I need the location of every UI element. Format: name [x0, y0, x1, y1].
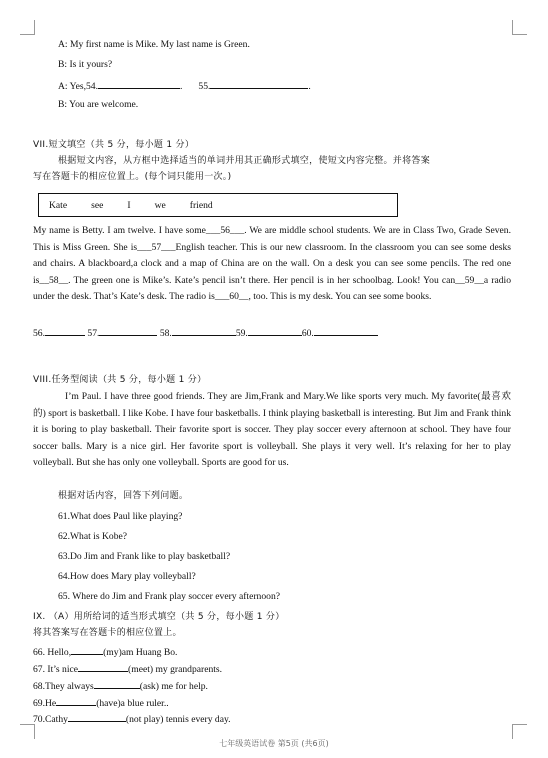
dialogue-a2-mid: . — [180, 81, 183, 92]
blank-57[interactable] — [99, 326, 157, 336]
item-70-post: (not play) tennis every day. — [125, 714, 231, 725]
dialogue-line-b2: B: You are welcome. — [58, 99, 139, 110]
section7-instruction-1: 根据短文内容，从方框中选择适当的单词并用其正确形式填空，使短文内容完整。并将答案 — [58, 156, 431, 166]
blank-55[interactable] — [210, 79, 308, 89]
section8-instruction: 根据对话内容，回答下列问题。 — [58, 491, 189, 501]
item-67-post: (meet) my grandparents. — [128, 664, 223, 675]
crop-mark-top-left — [20, 20, 35, 35]
item-66-pre: 66. Hello, — [33, 647, 72, 658]
question-65: 65. Where do Jim and Frank play soccer every afternoon? — [58, 591, 280, 602]
section9-instruction: 将其答案写在答题卡的相应位置上。 — [33, 628, 182, 638]
section7-passage: My name is Betty. I am twelve. I have some___56___. We are middle school students. We are in Class Two, Grade Seven. This is Miss Green. She is___57___English teacher. This is our new classroom. In the classroom you can see some desks and chairs. A blackboard,a clock and a map of China are on the wall. On a desk you can see some pencils. The red one is__58__. The green one is Mike’s. Kate’s pencil isn’t there. Her pencil is in her schoolbag. Look! You can__59__a radio under the desk. That’s Kate’s desk. The radio is___60__, too. This is my desk. You can see some books. — [33, 225, 511, 302]
crop-mark-bottom-right — [512, 724, 527, 739]
item-70-pre: 70.Cathy — [33, 714, 68, 725]
dialogue-a2-prefix: A: Yes,54. — [58, 81, 98, 92]
blank-69[interactable] — [56, 696, 96, 706]
crop-mark-top-right — [512, 20, 527, 35]
dialogue-line-b1: B: Is it yours? — [58, 59, 113, 70]
blank-59[interactable] — [248, 326, 302, 336]
blank-label-60: 60. — [301, 328, 314, 339]
question-63: 63.Do Jim and Frank like to play basketball? — [58, 551, 231, 562]
crop-mark-bottom-left — [20, 724, 35, 739]
blank-60[interactable] — [314, 326, 378, 336]
blank-70[interactable] — [68, 712, 126, 722]
item-68-pre: 68.They always — [33, 681, 94, 692]
item-67-pre: 67. It’s nice — [33, 664, 79, 675]
item-68 — [33, 679, 208, 693]
word-bank-item: we — [154, 199, 166, 211]
dialogue-line-a2 — [58, 79, 311, 93]
question-61: 61.What does Paul like playing? — [58, 511, 183, 522]
blank-68[interactable] — [94, 679, 140, 689]
page-footer: 七年级英语试卷 第5页 (共6页) — [219, 739, 329, 748]
blank-58[interactable] — [172, 326, 236, 336]
blank-label-59: 59. — [235, 328, 248, 339]
item-69 — [33, 696, 169, 710]
question-62: 62.What is Kobe? — [58, 531, 128, 542]
blank-label-57: 57. — [87, 328, 100, 339]
word-bank-item: friend — [189, 199, 213, 211]
dialogue-line-a1: A: My first name is Mike. My last name is Green. — [58, 39, 250, 50]
blank-54[interactable] — [98, 79, 180, 89]
item-66 — [33, 645, 177, 659]
dialogue-a2-num: 55. — [198, 81, 211, 92]
item-69-pre: 69.He — [33, 698, 57, 709]
blank-56[interactable] — [45, 326, 85, 336]
section7-answer-blanks — [33, 326, 378, 340]
section7-instruction-2: 写在答题卡的相应位置上。(每个词只能用一次。) — [33, 172, 232, 182]
section8-passage: I’m Paul. I have three good friends. They are Jim,Frank and Mary.We like sports very much. My favorite(最喜欢的) sport is basketball. I like Kobe. I have four basketballs. I think playing basketball is interesting. But Jim and Frank think it is boring to play basketball. Their favorite sport is soccer. They play soccer every afternoon at school. They have four soccer balls. Mary is a nice girl. Her favorite sport is volleyball. She plays it very well. It’s relaxing for her to play volleyball. But she has only one volleyball. Sports are good for us. — [33, 391, 511, 468]
blank-label-56: 56. — [33, 328, 45, 339]
word-bank-item: see — [91, 199, 104, 211]
section7-title: VII.短文填空（共 5 分，每小题 1 分） — [33, 140, 195, 150]
item-68-post: (ask) me for help. — [139, 681, 208, 692]
section8-title: VIII.任务型阅读（共 5 分，每小题 1 分） — [33, 375, 207, 385]
blank-label-58: 58. — [159, 328, 172, 339]
item-67 — [33, 662, 222, 676]
blank-66[interactable] — [71, 645, 103, 655]
item-66-post: (my)am Huang Bo. — [103, 647, 178, 658]
dialogue-a2-end: . — [308, 81, 311, 92]
blank-67[interactable] — [78, 662, 128, 672]
word-bank-item: Kate — [49, 199, 68, 211]
section9-title: IX. （A）用所给词的适当形式填空（共 5 分，每小题 1 分） — [33, 612, 285, 622]
question-64: 64.How does Mary play volleyball? — [58, 571, 196, 582]
item-70 — [33, 712, 231, 726]
word-bank-item: I — [127, 199, 131, 211]
word-bank-box — [38, 193, 398, 217]
item-69-post: (have)a blue ruler.. — [96, 698, 169, 709]
